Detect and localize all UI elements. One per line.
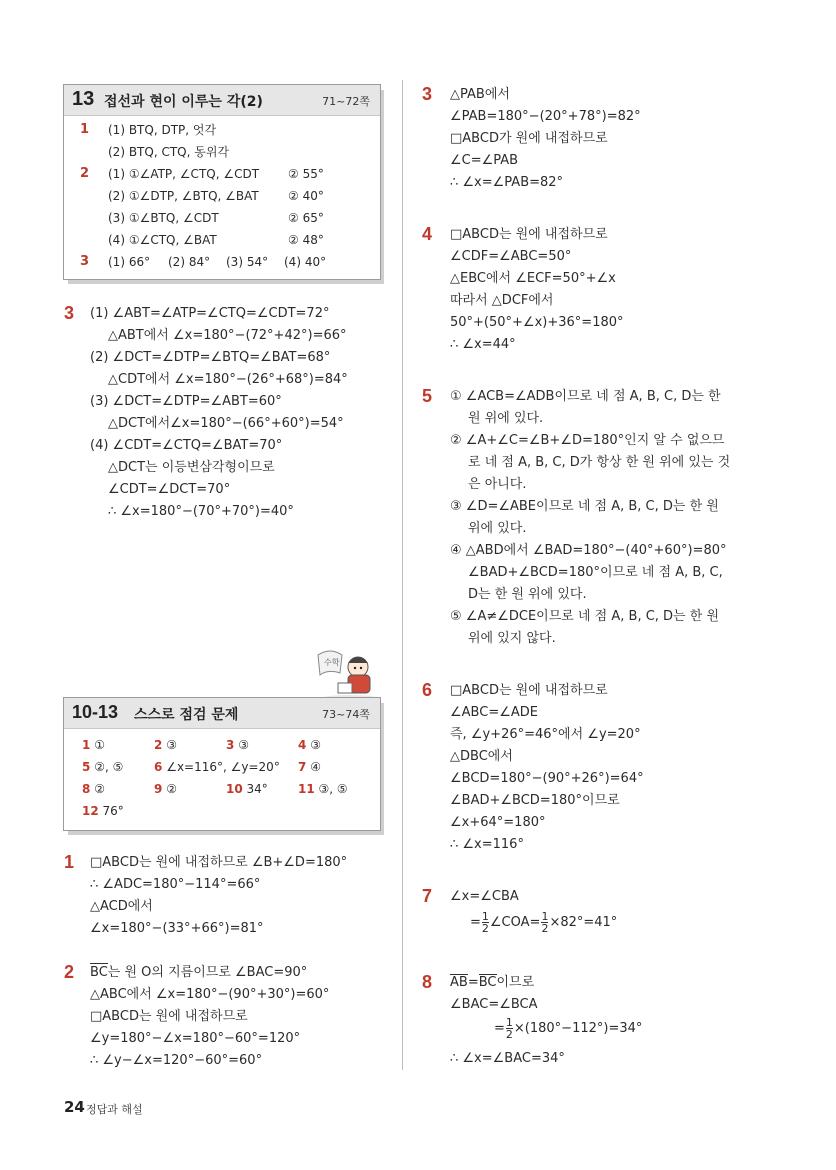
solution-line: 원 위에 있다. bbox=[468, 411, 544, 426]
answer-text: (2) 84° bbox=[168, 255, 211, 269]
solution-number: 1 bbox=[64, 852, 75, 872]
solution-line: ∴ ∠x=116° bbox=[450, 837, 524, 852]
solution-line: (1) ∠ABT=∠ATP=∠CTQ=∠CDT=72° bbox=[90, 306, 330, 321]
solution-line: △ACD에서 bbox=[90, 899, 153, 914]
answer-text: 34° bbox=[246, 782, 268, 796]
solution-line: ① ∠ACB=∠ADB이므로 네 점 A, B, C, D는 한 bbox=[450, 389, 721, 404]
answer-text: (1) 66° bbox=[108, 255, 151, 269]
answer-num: 1 bbox=[80, 122, 90, 137]
answer-text: (1) BTQ, DTP, 엇각 bbox=[108, 123, 217, 137]
solution-line: ∠y=180°−∠x=180°−60°=120° bbox=[90, 1031, 301, 1046]
solution-line bbox=[470, 910, 617, 936]
page-number: 24 bbox=[64, 1098, 85, 1116]
answer-text: ④ bbox=[310, 760, 321, 774]
solution-line: ∠x+64°=180° bbox=[450, 815, 546, 830]
solution-line: ④ △ABD에서 ∠BAD=180°−(40°+60°)=80° bbox=[450, 543, 727, 558]
solution-line: ∠ABC=∠ADE bbox=[450, 705, 538, 720]
solution-line: AB=BC이므로 bbox=[450, 975, 535, 990]
answer-text: (2) BTQ, CTQ, 동위각 bbox=[108, 145, 230, 159]
solution-line: ∴ ∠x=180°−(70°+70°)=40° bbox=[108, 504, 294, 519]
solution-number: 5 bbox=[422, 386, 433, 406]
solution-line: ⑤ ∠A≠∠DCE이므로 네 점 A, B, C, D는 한 원 bbox=[450, 609, 720, 624]
answer-num: 11 bbox=[298, 782, 315, 796]
box-header bbox=[64, 85, 380, 116]
numerator: 1 bbox=[505, 1016, 513, 1029]
box-header bbox=[64, 698, 380, 729]
column-divider bbox=[402, 80, 403, 1070]
arc-bc: BC bbox=[478, 975, 497, 990]
answer-text: ③ bbox=[238, 738, 249, 752]
solution-line: (2) ∠DCT=∠DTP=∠BTQ=∠BAT=68° bbox=[90, 350, 331, 365]
solution-number: 6 bbox=[422, 680, 433, 700]
answer-text: (4) 40° bbox=[284, 255, 327, 269]
solution-line: D는 한 원 위에 있다. bbox=[468, 587, 587, 602]
fraction-half bbox=[541, 911, 548, 934]
expr: ×(180°−112°)=34° bbox=[513, 1021, 643, 1036]
numerator: 1 bbox=[481, 910, 489, 923]
solution-line: □ABCD가 원에 내접하므로 bbox=[450, 131, 608, 146]
box-title: 스스로 점검 문제 bbox=[134, 707, 239, 723]
answer-right: ② 48° bbox=[288, 233, 324, 247]
answer-text: ② bbox=[94, 782, 105, 796]
answer-text: ②, ⑤ bbox=[94, 760, 124, 774]
answer-text: ② bbox=[166, 782, 177, 796]
answer-text: ① bbox=[94, 738, 105, 752]
answer-text: 76° bbox=[102, 804, 124, 818]
solution-line: 50°+(50°+∠x)+36°=180° bbox=[450, 315, 624, 330]
box-number: 13 bbox=[72, 88, 95, 110]
solution-line: □ABCD는 원에 내접하므로 bbox=[450, 227, 608, 242]
solution-line: △CDT에서 ∠x=180°−(26°+68°)=84° bbox=[108, 372, 348, 387]
solution-line: □ABCD는 원에 내접하므로 bbox=[450, 683, 608, 698]
expr: ∠COA= bbox=[489, 915, 541, 930]
solution-line: ∠BAD+∠BCD=180°이므로 네 점 A, B, C, bbox=[468, 565, 723, 580]
answer-text: ∠x=116°, ∠y=20° bbox=[166, 760, 280, 774]
answer-text: (3) ①∠BTQ, ∠CDT bbox=[108, 211, 219, 225]
solution-line: (4) ∠CDT=∠CTQ=∠BAT=70° bbox=[90, 438, 283, 453]
solution-line: ∴ ∠x=∠PAB=82° bbox=[450, 175, 564, 190]
answer-num: 10 bbox=[226, 782, 243, 796]
answer-num: 1 bbox=[82, 738, 91, 752]
solution-line: △DCT에서∠x=180°−(66°+60°)=54° bbox=[108, 416, 344, 431]
solution-line: ∠BAD+∠BCD=180°이므로 bbox=[450, 793, 620, 808]
solution-line: 따라서 △DCF에서 bbox=[450, 293, 554, 308]
solution-line: ∠x=180°−(33°+66°)=81° bbox=[90, 921, 264, 936]
answer-text: (2) ①∠DTP, ∠BTQ, ∠BAT bbox=[108, 189, 259, 203]
solution-line: △ABT에서 ∠x=180°−(72°+42°)=66° bbox=[108, 328, 347, 343]
solution-line: 은 아니다. bbox=[468, 477, 527, 492]
box-number: 10-13 bbox=[72, 702, 119, 722]
solution-line: ∠BCD=180°−(90°+26°)=64° bbox=[450, 771, 644, 786]
solution-line: 로 네 점 A, B, C, D가 항상 한 원 위에 있는 것 bbox=[468, 455, 731, 470]
solution-line-tail: 이므로 bbox=[496, 975, 535, 990]
arc-bc: BC bbox=[90, 965, 108, 980]
answer-num: 3 bbox=[80, 254, 90, 269]
solution-number: 3 bbox=[64, 303, 75, 323]
solution-line: ∴ ∠y−∠x=120°−60°=60° bbox=[90, 1053, 263, 1068]
equals: = bbox=[470, 915, 481, 930]
numerator: 1 bbox=[541, 910, 549, 923]
solution-line: ∠CDT=∠DCT=70° bbox=[108, 482, 231, 497]
solution-line: △DBC에서 bbox=[450, 749, 513, 764]
answer-text: ③, ⑤ bbox=[318, 782, 348, 796]
answer-right: ② 40° bbox=[288, 189, 324, 203]
box-pages: 71~72쪽 bbox=[322, 95, 370, 108]
mascot-badge: 수학 bbox=[324, 658, 340, 667]
mascot-illustration bbox=[312, 645, 384, 703]
fraction-half bbox=[506, 1017, 513, 1040]
solution-line: ∠x=∠CBA bbox=[450, 889, 519, 904]
solution-line: △DCT는 이등변삼각형이므로 bbox=[108, 460, 275, 475]
answer-num: 4 bbox=[298, 738, 307, 752]
box-title: 접선과 현이 이루는 각(2) bbox=[104, 94, 263, 110]
answer-right: ② 55° bbox=[288, 167, 324, 181]
solution-line: 위에 있다. bbox=[468, 521, 527, 536]
solution-line: △PAB에서 bbox=[450, 87, 510, 102]
answer-right: ② 65° bbox=[288, 211, 324, 225]
answer-num: 12 bbox=[82, 804, 99, 818]
answer-text: ③ bbox=[166, 738, 177, 752]
solution-line: ∠BAC=∠BCA bbox=[450, 997, 538, 1012]
summary-box-10-13 bbox=[63, 697, 381, 831]
solution-line: □ABCD는 원에 내접하므로 bbox=[90, 1009, 248, 1024]
solution-line: △EBC에서 ∠ECF=50°+∠x bbox=[450, 271, 616, 286]
arc-ab: AB bbox=[450, 975, 468, 990]
denominator: 2 bbox=[481, 922, 489, 935]
solution-number: 2 bbox=[64, 962, 75, 982]
summary-box-13 bbox=[63, 84, 381, 280]
box-pages: 73~74쪽 bbox=[322, 708, 370, 721]
answer-num: 3 bbox=[226, 738, 235, 752]
denominator: 2 bbox=[505, 1028, 513, 1041]
solution-number: 3 bbox=[422, 84, 433, 104]
solution-line: 즉, ∠y+26°=46°에서 ∠y=20° bbox=[450, 727, 641, 742]
answer-text: (3) 54° bbox=[226, 255, 269, 269]
solution-line: □ABCD는 원에 내접하므로 ∠B+∠D=180° bbox=[90, 855, 348, 870]
solution-line-tail: 는 원 O의 지름이므로 ∠BAC=90° bbox=[107, 965, 308, 980]
solution-line: ∴ ∠x=∠BAC=34° bbox=[450, 1051, 565, 1066]
fraction-half bbox=[482, 911, 489, 934]
solution-line: ∴ ∠x=44° bbox=[450, 337, 516, 352]
solution-line: ∴ ∠ADC=180°−114°=66° bbox=[90, 877, 261, 892]
solution-line: ∠CDF=∠ABC=50° bbox=[450, 249, 572, 264]
footer-label: 정답과 해설 bbox=[86, 1103, 143, 1116]
answer-num: 8 bbox=[82, 782, 91, 796]
solution-line: (3) ∠DCT=∠DTP=∠ABT=60° bbox=[90, 394, 282, 409]
solution-number: 8 bbox=[422, 972, 433, 992]
equals: = bbox=[494, 1021, 505, 1036]
denominator: 2 bbox=[541, 922, 549, 935]
answer-text: (1) ①∠ATP, ∠CTQ, ∠CDT bbox=[108, 167, 260, 181]
solution-line: △ABC에서 ∠x=180°−(90°+30°)=60° bbox=[90, 987, 330, 1002]
expr: ×82°=41° bbox=[549, 915, 618, 930]
solution-line: ② ∠A+∠C=∠B+∠D=180°인지 알 수 없으므 bbox=[450, 433, 725, 448]
solution-line: ∠PAB=180°−(20°+78°)=82° bbox=[450, 109, 641, 124]
solution-line bbox=[494, 1016, 642, 1042]
solution-line: 위에 있지 않다. bbox=[468, 631, 556, 646]
solution-line: ∠C=∠PAB bbox=[450, 153, 519, 168]
solution-number: 7 bbox=[422, 886, 433, 906]
answer-num: 9 bbox=[154, 782, 163, 796]
answer-num: 2 bbox=[80, 166, 90, 181]
answer-num: 5 bbox=[82, 760, 91, 774]
answer-text: ③ bbox=[310, 738, 321, 752]
answer-num: 6 bbox=[154, 760, 163, 774]
answer-text: (4) ①∠CTQ, ∠BAT bbox=[108, 233, 217, 247]
solution-line bbox=[90, 964, 307, 982]
solution-number: 4 bbox=[422, 224, 433, 244]
solution-line: ③ ∠D=∠ABE이므로 네 점 A, B, C, D는 한 원 bbox=[450, 499, 719, 514]
answer-num: 2 bbox=[154, 738, 163, 752]
answer-num: 7 bbox=[298, 760, 307, 774]
